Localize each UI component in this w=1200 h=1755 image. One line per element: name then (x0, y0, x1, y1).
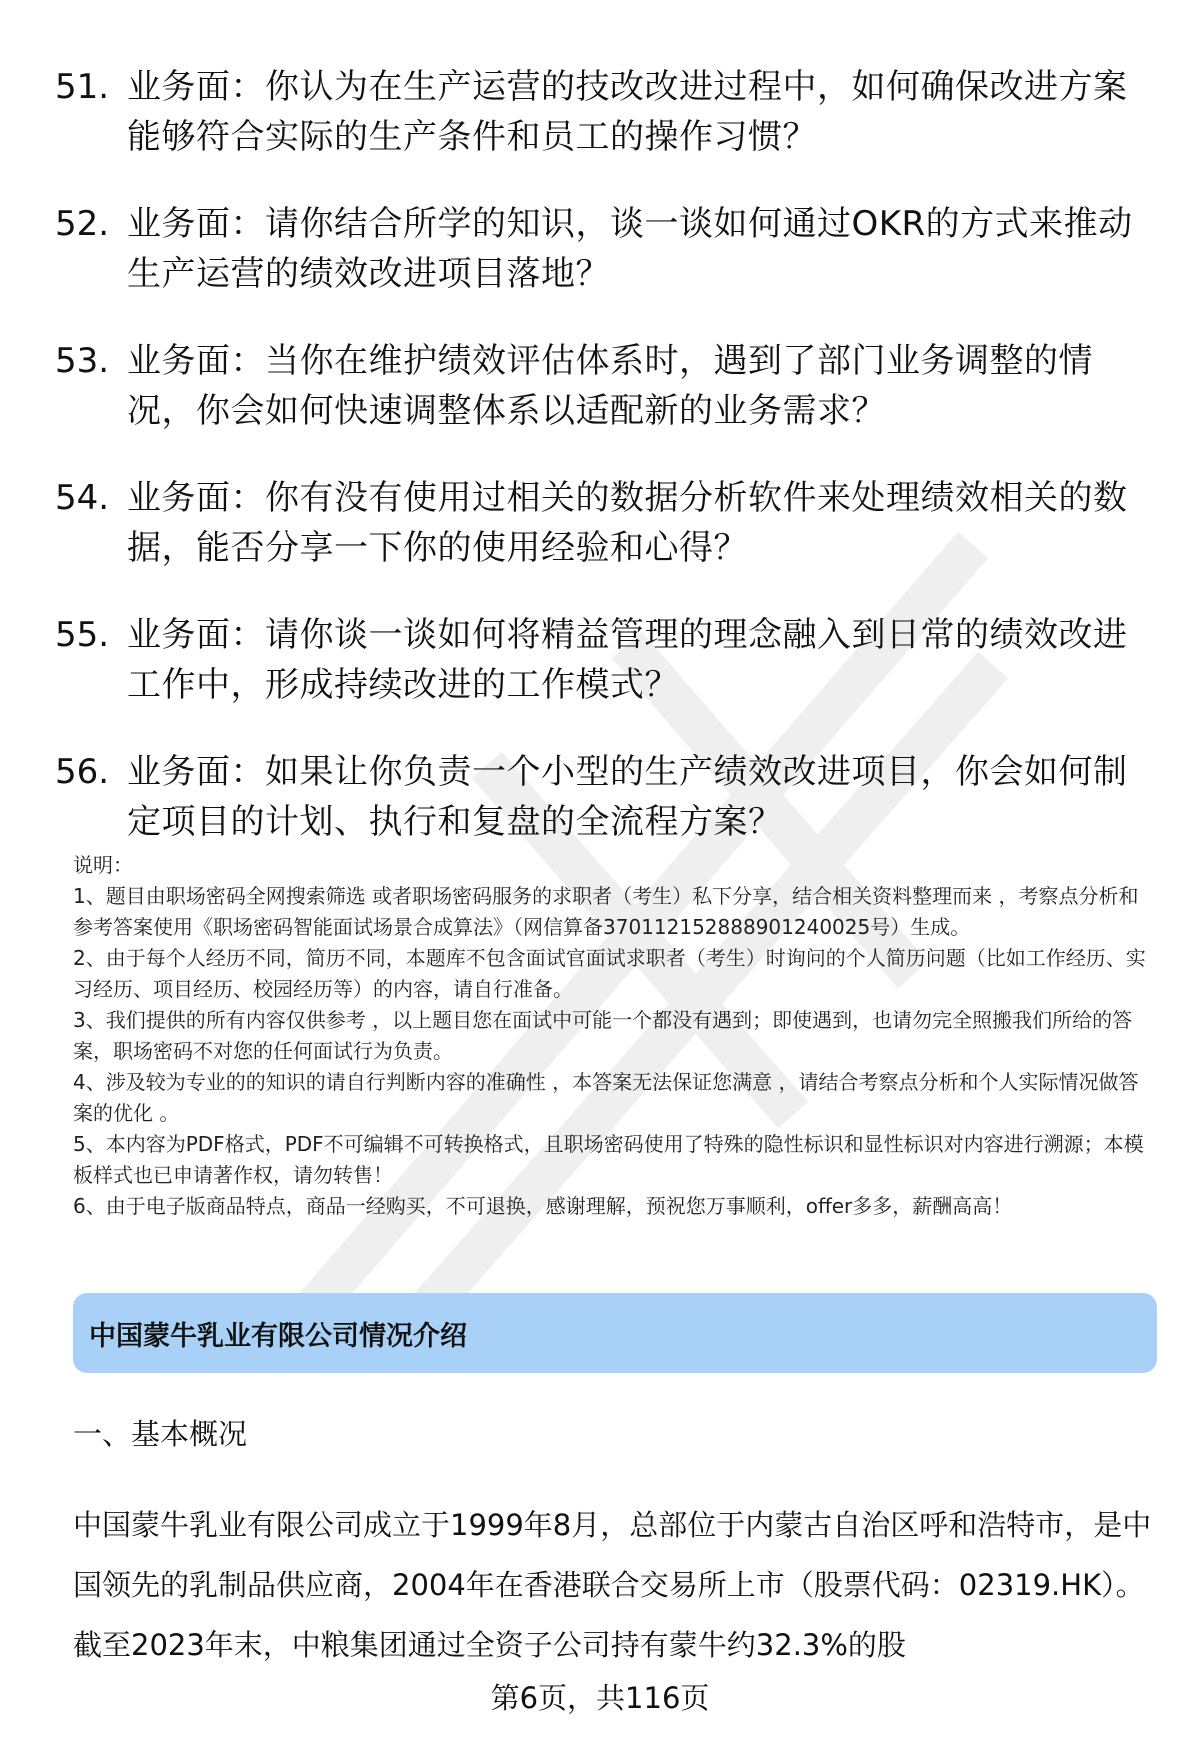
question-number: 52. (55, 204, 110, 244)
question-item (55, 473, 1145, 573)
note-item: 3、我们提供的所有内容仅供参考 ，以上题目您在面试中可能一个都没有遇到；即使遇到，也请勿完全照搬我们所给的答案，职场密码不对您的任何面试行为负责。 (73, 1008, 1133, 1063)
question-number: 53. (55, 341, 110, 381)
question-text: 业务面：请你结合所学的知识，谈一谈如何通过OKR的方式来推动生产运营的绩效改进项目落地？ (127, 204, 1133, 294)
question-number: 55. (55, 615, 110, 655)
question-item (55, 610, 1145, 710)
note-item: 1、题目由职场密码全网搜索筛选 或者职场密码服务的求职者（考生）私下分享，结合相关资料整理而来 ，考察点分析和参考答案使用《职场密码智能面试场景合成算法》（网信算备370112152888901240025号）生成。 (73, 884, 1139, 939)
question-text: 业务面：你认为在生产运营的技改改进过程中，如何确保改进方案能够符合实际的生产条件和员工的操作习惯？ (127, 67, 1128, 157)
question-item (55, 747, 1145, 847)
question-text: 业务面：你有没有使用过相关的数据分析软件来处理绩效相关的数据，能否分享一下你的使用经验和心得？ (127, 478, 1128, 568)
question-list (55, 62, 1145, 884)
notes-block (73, 850, 1153, 1222)
note-item: 2、由于每个人经历不同，简历不同，本题库不包含面试官面试求职者（考生）时询问的个人简历问题（比如工作经历、实习经历、项目经历、校园经历等）的内容，请自行准备。 (73, 946, 1146, 1001)
section-subheading: 一、基本概况 (73, 1417, 248, 1451)
notes-title: 说明： (73, 853, 133, 877)
body-paragraph: 中国蒙牛乳业有限公司成立于1999年8月，总部位于内蒙古自治区呼和浩特市，是中国领先的乳制品供应商，2004年在香港联合交易所上市（股票代码：02319.HK）。截至2023年末，中粮集团通过全资子公司持有蒙牛约32.3%的股 (73, 1508, 1152, 1662)
question-number: 51. (55, 67, 110, 107)
question-text: 业务面：请你谈一谈如何将精益管理的理念融入到日常的绩效改进工作中，形成持续改进的工作模式？ (127, 615, 1128, 705)
note-item: 6、由于电子版商品特点，商品一经购买，不可退换，感谢理解，预祝您万事顺利，offer多多，薪酬高高！ (73, 1194, 1013, 1218)
question-item (55, 199, 1145, 299)
question-text: 业务面：如果让你负责一个小型的生产绩效改进项目，你会如何制定项目的计划、执行和复盘的全流程方案？ (127, 752, 1128, 842)
page-number: 第6页，共116页 (490, 1681, 710, 1715)
question-item (55, 336, 1145, 436)
section-title: 中国蒙牛乳业有限公司情况介绍 (73, 1293, 1157, 1373)
question-item (55, 62, 1145, 162)
question-number: 54. (55, 478, 110, 518)
note-item: 4、涉及较为专业的的知识的请自行判断内容的准确性 ，本答案无法保证您满意 ，请结合考察点分析和个人实际情况做答案的优化 。 (73, 1070, 1139, 1125)
note-item: 5、本内容为PDF格式，PDF不可编辑不可转换格式，且职场密码使用了特殊的隐性标识和显性标识对内容进行溯源；本模板样式也已申请著作权，请勿转售！ (73, 1132, 1144, 1187)
question-text: 业务面：当你在维护绩效评估体系时，遇到了部门业务调整的情况，你会如何快速调整体系以适配新的业务需求？ (127, 341, 1093, 431)
question-number: 56. (55, 752, 110, 792)
